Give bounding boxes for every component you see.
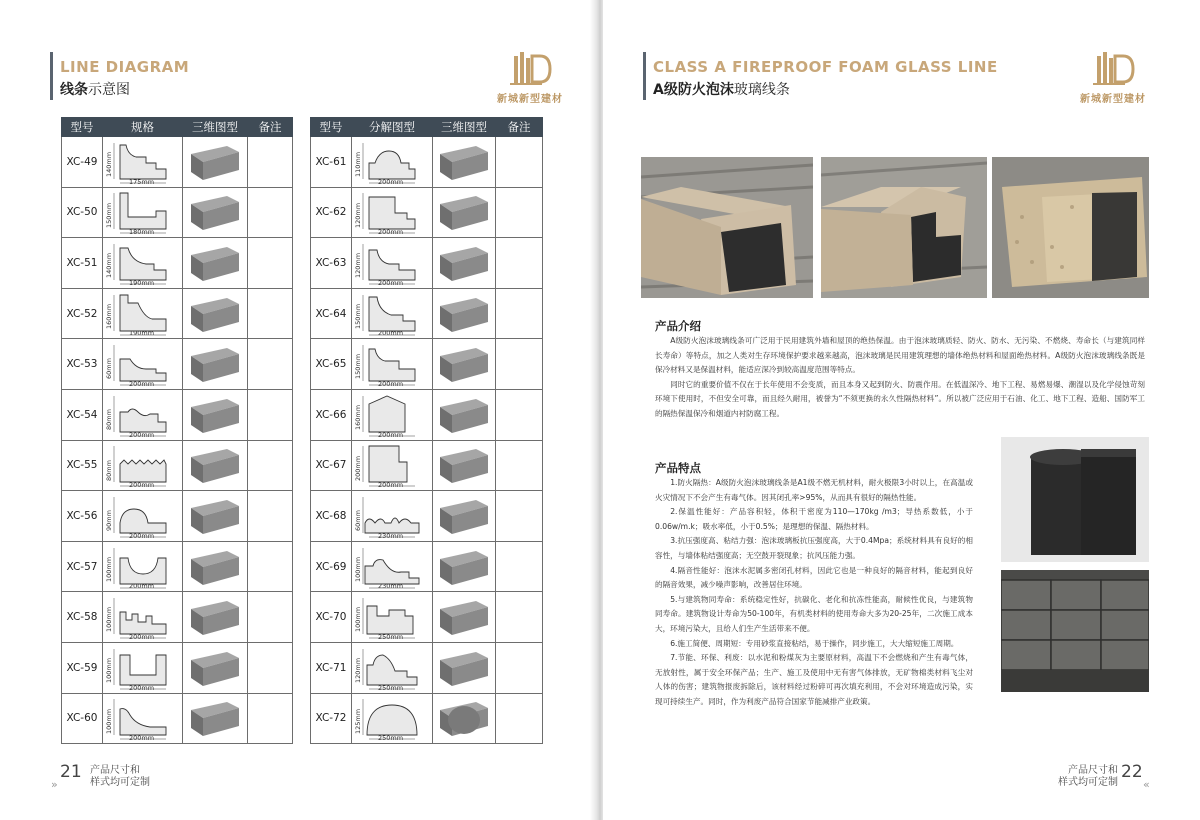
- model-number: XC-72: [315, 712, 347, 725]
- profile-3d-view: [436, 597, 492, 637]
- model-cell: [311, 642, 352, 693]
- section-drawing-cell: [352, 592, 433, 643]
- profile-3d-view: [187, 344, 243, 384]
- model-number: XC-55: [66, 459, 98, 472]
- section-drawing-cell: [103, 592, 183, 643]
- table-row: [311, 693, 543, 744]
- table-row: [311, 541, 543, 592]
- height-dimension: 80mm: [105, 409, 113, 430]
- remark-cell: [248, 339, 293, 390]
- section-drawing-cell: [352, 288, 433, 339]
- feature-item: 1.防火隔热：A级防火泡沫玻璃线条是A1级不燃无机材料，耐火极限3小时以上，在高温或火灾情况下不会产生有毒气体。因其闭孔率>95%，从而具有很好的隔热性能。: [655, 478, 973, 502]
- model-cell: [311, 693, 352, 744]
- 3d-view-cell: [433, 440, 496, 491]
- model-cell: [62, 541, 103, 592]
- height-dimension: 110mm: [354, 151, 362, 177]
- model-cell: [62, 440, 103, 491]
- 3d-view-cell: [183, 238, 248, 289]
- model-cell: [62, 491, 103, 542]
- remark-cell: [248, 642, 293, 693]
- model-number: XC-59: [66, 661, 98, 674]
- 3d-view-cell: [183, 592, 248, 643]
- table-header-row: [311, 118, 543, 137]
- model-cell: [311, 592, 352, 643]
- width-dimension: 250mm: [378, 734, 404, 743]
- model-cell: [62, 389, 103, 440]
- model-cell: [62, 592, 103, 643]
- height-dimension: 100mm: [105, 607, 113, 633]
- model-number: XC-54: [66, 408, 98, 421]
- remark-cell: [248, 491, 293, 542]
- remark-cell: [496, 693, 543, 744]
- profile-3d-view: [436, 344, 492, 384]
- feature-item: 2.保温性能好：产品容积轻，体积干密度为110—170kg /m3；导热系数低，小于0.06w/m.k；吸水率低，小于0.5%；是理想的保温、隔热材料。: [655, 507, 973, 531]
- 3d-view-cell: [433, 491, 496, 542]
- model-number: XC-52: [66, 307, 98, 320]
- spec-table-left: [61, 117, 293, 744]
- height-dimension: 200mm: [354, 455, 362, 481]
- table-header: 三维图型: [433, 118, 496, 137]
- section-drawing-cell: [352, 238, 433, 289]
- model-number: XC-56: [66, 509, 98, 522]
- 3d-view-cell: [433, 288, 496, 339]
- profile-3d-view: [436, 395, 492, 435]
- profile-3d-view: [187, 192, 243, 232]
- height-dimension: 140mm: [105, 151, 113, 177]
- feature-item: 7.节能、环保、利废：以水泥和粉煤灰为主要原材料，高温下不会燃烧和产生有毒气体，无放射性，属于安全环保产品；生产、施工及使用中无有害气体排放，无矿物棉类材料飞尘对人体的伤害；建筑物报废拆除后，该材料经过粉碎可再次填充利用，不会对环境造成污染，实现可持续生产。同时，作为利废产品符合国家节能减排产业政策。: [655, 653, 973, 706]
- width-dimension: 175mm: [129, 177, 155, 186]
- profile-3d-view: [187, 648, 243, 688]
- table-header: 型号: [311, 118, 352, 137]
- height-dimension: 160mm: [354, 404, 362, 430]
- section-drawing-cell: [103, 187, 183, 238]
- width-dimension: 250mm: [378, 683, 404, 692]
- width-dimension: 230mm: [378, 582, 404, 591]
- header-accent-bar: [50, 52, 53, 100]
- section-drawing-cell: [352, 440, 433, 491]
- 3d-view-cell: [183, 339, 248, 390]
- 3d-view-cell: [183, 642, 248, 693]
- 3d-view-cell: [433, 389, 496, 440]
- chevron-down-icon: «: [1143, 778, 1150, 791]
- 3d-view-cell: [433, 541, 496, 592]
- width-dimension: 200mm: [129, 734, 155, 743]
- table-header: 三维图型: [183, 118, 248, 137]
- width-dimension: 180mm: [129, 228, 155, 237]
- table-row: [62, 137, 293, 188]
- remark-cell: [248, 187, 293, 238]
- header-accent-bar: [643, 52, 646, 100]
- 3d-view-cell: [433, 592, 496, 643]
- 3d-view-cell: [183, 693, 248, 744]
- model-cell: [311, 339, 352, 390]
- model-cell: [311, 187, 352, 238]
- product-photo-5: [1001, 570, 1149, 692]
- model-number: XC-66: [315, 408, 347, 421]
- width-dimension: 250mm: [378, 632, 404, 641]
- table-header: 规格: [103, 118, 183, 137]
- feature-item: 6.施工简便、周期短：专用砂浆直接粘结，易于操作，同步施工，大大缩短施工周期。: [670, 638, 959, 648]
- width-dimension: 200mm: [129, 531, 155, 540]
- height-dimension: 100mm: [105, 657, 113, 683]
- height-dimension: 120mm: [354, 253, 362, 279]
- model-cell: [311, 137, 352, 188]
- table-row: [311, 642, 543, 693]
- model-cell: [62, 288, 103, 339]
- remark-cell: [496, 440, 543, 491]
- remark-cell: [496, 137, 543, 188]
- profile-3d-view: [187, 698, 243, 738]
- section-drawing-cell: [103, 238, 183, 289]
- profile-3d-view: [436, 445, 492, 485]
- page-number: 21: [60, 762, 82, 782]
- model-cell: [62, 187, 103, 238]
- remark-cell: [248, 137, 293, 188]
- table-row: [311, 238, 543, 289]
- width-dimension: 200mm: [378, 430, 404, 439]
- model-cell: [311, 440, 352, 491]
- model-cell: [62, 693, 103, 744]
- section-drawing-cell: [352, 187, 433, 238]
- remark-cell: [496, 491, 543, 542]
- model-number: XC-67: [315, 459, 347, 472]
- table-row: [311, 187, 543, 238]
- feature-item: 3.抗压强度高、粘结力强：泡沫玻璃板抗压强度高，大于0.4Mpa；系统材料具有良好的相容性，与墙体粘结强度高；无空鼓开裂现象；抗风压能力强。: [655, 536, 973, 560]
- table-row: [62, 693, 293, 744]
- 3d-view-cell: [183, 288, 248, 339]
- section-drawing-cell: [103, 693, 183, 744]
- model-cell: [62, 642, 103, 693]
- width-dimension: 200mm: [378, 177, 404, 186]
- footer-note: 产品尺寸和 样式均可定制: [90, 765, 150, 788]
- profile-3d-view: [187, 395, 243, 435]
- profile-3d-view: [187, 243, 243, 283]
- model-number: XC-68: [315, 509, 347, 522]
- section-drawing-cell: [103, 642, 183, 693]
- model-cell: [311, 238, 352, 289]
- model-number: XC-69: [315, 560, 347, 573]
- model-cell: [62, 137, 103, 188]
- model-number: XC-70: [315, 611, 347, 624]
- height-dimension: 80mm: [105, 459, 113, 481]
- left-page: [0, 0, 597, 820]
- table-row: [311, 491, 543, 542]
- 3d-view-cell: [433, 339, 496, 390]
- section-drawing-cell: [352, 339, 433, 390]
- model-number: XC-63: [315, 256, 347, 269]
- height-dimension: 150mm: [105, 202, 113, 228]
- remark-cell: [496, 339, 543, 390]
- 3d-view-cell: [183, 389, 248, 440]
- section-drawing-cell: [103, 288, 183, 339]
- remark-cell: [496, 288, 543, 339]
- profile-3d-view: [187, 294, 243, 334]
- section-drawing-cell: [352, 389, 433, 440]
- feature-item: 5.与建筑物同寿命：系统稳定性好，抗碳化、老化和抗冻性能高，耐候性优良，与建筑物同寿命。建筑物设计寿命为50-100年，有机类材料的使用寿命大多为20-25年，二次施工成本大，环境污染大，且给人们生产生活带来不便。: [655, 594, 973, 633]
- table-row: [311, 288, 543, 339]
- 3d-view-cell: [433, 642, 496, 693]
- model-number: XC-62: [315, 206, 347, 219]
- profile-3d-view: [436, 648, 492, 688]
- height-dimension: 90mm: [105, 510, 113, 532]
- width-dimension: 200mm: [129, 582, 155, 591]
- intro-paragraph: 同时它的重要价值不仅在于长年使用不会变质，而且本身又起到防火、防震作用。在低温深冷、地下工程、易燃易爆、潮湿以及化学侵蚀苛刻环境下使用时，不但安全可靠，而且经久耐用，被誉为“不须更换的永久性隔热材料”。所以被广泛应用于石油、化工、地下工程、造船、国防军工的隔热保温保冷和烟道内衬防腐工程。: [655, 379, 1145, 418]
- table-header: 备注: [496, 118, 543, 137]
- 3d-view-cell: [183, 541, 248, 592]
- brand-logo-icon: [506, 50, 554, 88]
- table-row: [62, 187, 293, 238]
- height-dimension: 125mm: [354, 708, 362, 734]
- remark-cell: [248, 541, 293, 592]
- 3d-view-cell: [183, 187, 248, 238]
- profile-3d-view: [187, 142, 243, 182]
- height-dimension: 120mm: [354, 202, 362, 228]
- profile-3d-view: [436, 294, 492, 334]
- table-row: [62, 642, 293, 693]
- width-dimension: 200mm: [129, 430, 155, 439]
- 3d-view-cell: [433, 187, 496, 238]
- width-dimension: 200mm: [378, 481, 404, 490]
- remark-cell: [496, 592, 543, 643]
- height-dimension: 160mm: [105, 303, 113, 329]
- remark-cell: [496, 642, 543, 693]
- height-dimension: 150mm: [354, 303, 362, 329]
- model-number: XC-49: [66, 155, 98, 168]
- table-row: [311, 592, 543, 643]
- width-dimension: 200mm: [129, 481, 155, 490]
- page-number: 22: [1121, 762, 1143, 782]
- height-dimension: 100mm: [105, 556, 113, 582]
- remark-cell: [496, 541, 543, 592]
- profile-3d-view: [187, 597, 243, 637]
- model-number: XC-61: [315, 155, 347, 168]
- model-number: XC-50: [66, 206, 98, 219]
- table-row: [62, 592, 293, 643]
- brand-logo-text: 新城新型建材: [1080, 94, 1146, 105]
- height-dimension: 100mm: [354, 556, 362, 582]
- height-dimension: 120mm: [354, 657, 362, 683]
- model-cell: [311, 389, 352, 440]
- product-photo-2: [821, 157, 987, 298]
- intro-title: 产品介绍: [655, 319, 701, 333]
- table-row: [62, 339, 293, 390]
- width-dimension: 190mm: [129, 329, 155, 338]
- model-cell: [311, 491, 352, 542]
- remark-cell: [248, 389, 293, 440]
- table-row: [311, 339, 543, 390]
- profile-3d-view: [436, 698, 492, 738]
- chevron-down-icon: »: [51, 778, 58, 791]
- width-dimension: 230mm: [378, 531, 404, 540]
- model-cell: [62, 238, 103, 289]
- profile-3d-view: [187, 496, 243, 536]
- section-drawing-cell: [352, 541, 433, 592]
- width-dimension: 200mm: [378, 278, 404, 287]
- section-drawing-cell: [103, 339, 183, 390]
- table-row: [311, 389, 543, 440]
- remark-cell: [248, 440, 293, 491]
- section-drawing-cell: [103, 541, 183, 592]
- 3d-view-cell: [183, 137, 248, 188]
- table-header-row: [62, 118, 293, 137]
- header-title-en: CLASS A FIREPROOF FOAM GLASS LINE: [653, 58, 998, 76]
- section-drawing-cell: [103, 491, 183, 542]
- remark-cell: [496, 187, 543, 238]
- profile-3d-view: [187, 445, 243, 485]
- width-dimension: 200mm: [378, 379, 404, 388]
- model-number: XC-51: [66, 256, 98, 269]
- header-title-cn: A级防火泡沫玻璃线条: [653, 82, 790, 98]
- section-drawing-cell: [103, 440, 183, 491]
- table-row: [62, 440, 293, 491]
- section-drawing-cell: [352, 642, 433, 693]
- table-row: [62, 541, 293, 592]
- spec-table-right: [310, 117, 543, 744]
- profile-3d-view: [436, 496, 492, 536]
- table-row: [311, 440, 543, 491]
- model-number: XC-57: [66, 560, 98, 573]
- brand-logo: [1073, 50, 1153, 108]
- product-photo-1: [641, 157, 813, 298]
- brand-logo-text: 新城新型建材: [497, 94, 563, 105]
- profile-3d-view: [436, 547, 492, 587]
- features-text: [655, 476, 973, 710]
- section-drawing-cell: [352, 491, 433, 542]
- header-title-en: LINE DIAGRAM: [60, 58, 190, 76]
- header-title-cn: 线条示意图: [60, 82, 130, 98]
- table-row: [311, 137, 543, 188]
- product-photo-3: [992, 157, 1149, 298]
- model-cell: [62, 339, 103, 390]
- 3d-view-cell: [433, 137, 496, 188]
- model-cell: [311, 288, 352, 339]
- footer-note: 产品尺寸和 样式均可定制: [1058, 765, 1118, 788]
- model-number: XC-60: [66, 712, 98, 725]
- model-number: XC-53: [66, 358, 98, 371]
- width-dimension: 200mm: [129, 683, 155, 692]
- brand-logo: [490, 50, 570, 108]
- height-dimension: 60mm: [354, 510, 362, 532]
- table-row: [62, 491, 293, 542]
- brand-logo-icon: [1089, 50, 1137, 88]
- remark-cell: [496, 238, 543, 289]
- height-dimension: 100mm: [105, 708, 113, 734]
- table-header: 型号: [62, 118, 103, 137]
- right-page: [603, 0, 1200, 820]
- width-dimension: 200mm: [378, 228, 404, 237]
- remark-cell: [248, 238, 293, 289]
- height-dimension: 100mm: [354, 607, 362, 633]
- table-row: [62, 238, 293, 289]
- remark-cell: [248, 288, 293, 339]
- intro-paragraph: A级防火泡沫玻璃线条可广泛用于民用建筑外墙和屋顶的绝热保温。由于泡沫玻璃质轻、防火、防水、无污染、不燃烧、寿命长（与建筑同样长寿命）等特点，加之人类对生存环境保护要求越来越高，泡沫玻璃是民用建筑理想的墙体绝热材料和屋面绝热材料。A级防火泡沫玻璃线条既是保冷材料又是保温材料，能适应深冷到较高温度范围等特点。: [655, 336, 1145, 375]
- 3d-view-cell: [433, 238, 496, 289]
- table-header: 分解图型: [352, 118, 433, 137]
- model-number: XC-71: [315, 661, 347, 674]
- section-drawing-cell: [103, 389, 183, 440]
- width-dimension: 200mm: [129, 379, 155, 388]
- model-number: XC-64: [315, 307, 347, 320]
- profile-3d-view: [436, 243, 492, 283]
- width-dimension: 200mm: [378, 329, 404, 338]
- table-row: [62, 288, 293, 339]
- table-header: 备注: [248, 118, 293, 137]
- features-title: 产品特点: [655, 461, 701, 475]
- feature-item: 4.隔音性能好：泡沫水泥属多密闭孔材料，因此它也是一种良好的隔音材料，能起到良好的隔音效果，减少噪声影响，改善居住环境。: [655, 565, 973, 590]
- height-dimension: 150mm: [354, 354, 362, 380]
- remark-cell: [248, 592, 293, 643]
- product-photo-4: [1001, 437, 1149, 562]
- section-drawing-cell: [103, 137, 183, 188]
- height-dimension: 140mm: [105, 253, 113, 279]
- profile-3d-view: [436, 192, 492, 232]
- model-number: XC-65: [315, 358, 347, 371]
- section-drawing-cell: [352, 693, 433, 744]
- model-cell: [311, 541, 352, 592]
- intro-text: [655, 334, 1145, 422]
- profile-3d-view: [436, 142, 492, 182]
- 3d-view-cell: [183, 491, 248, 542]
- model-number: XC-58: [66, 611, 98, 624]
- remark-cell: [496, 389, 543, 440]
- table-row: [62, 389, 293, 440]
- remark-cell: [248, 693, 293, 744]
- 3d-view-cell: [183, 440, 248, 491]
- profile-3d-view: [187, 547, 243, 587]
- height-dimension: 60mm: [105, 358, 113, 380]
- width-dimension: 200mm: [129, 632, 155, 641]
- section-drawing-cell: [352, 137, 433, 188]
- 3d-view-cell: [433, 693, 496, 744]
- width-dimension: 190mm: [129, 278, 155, 287]
